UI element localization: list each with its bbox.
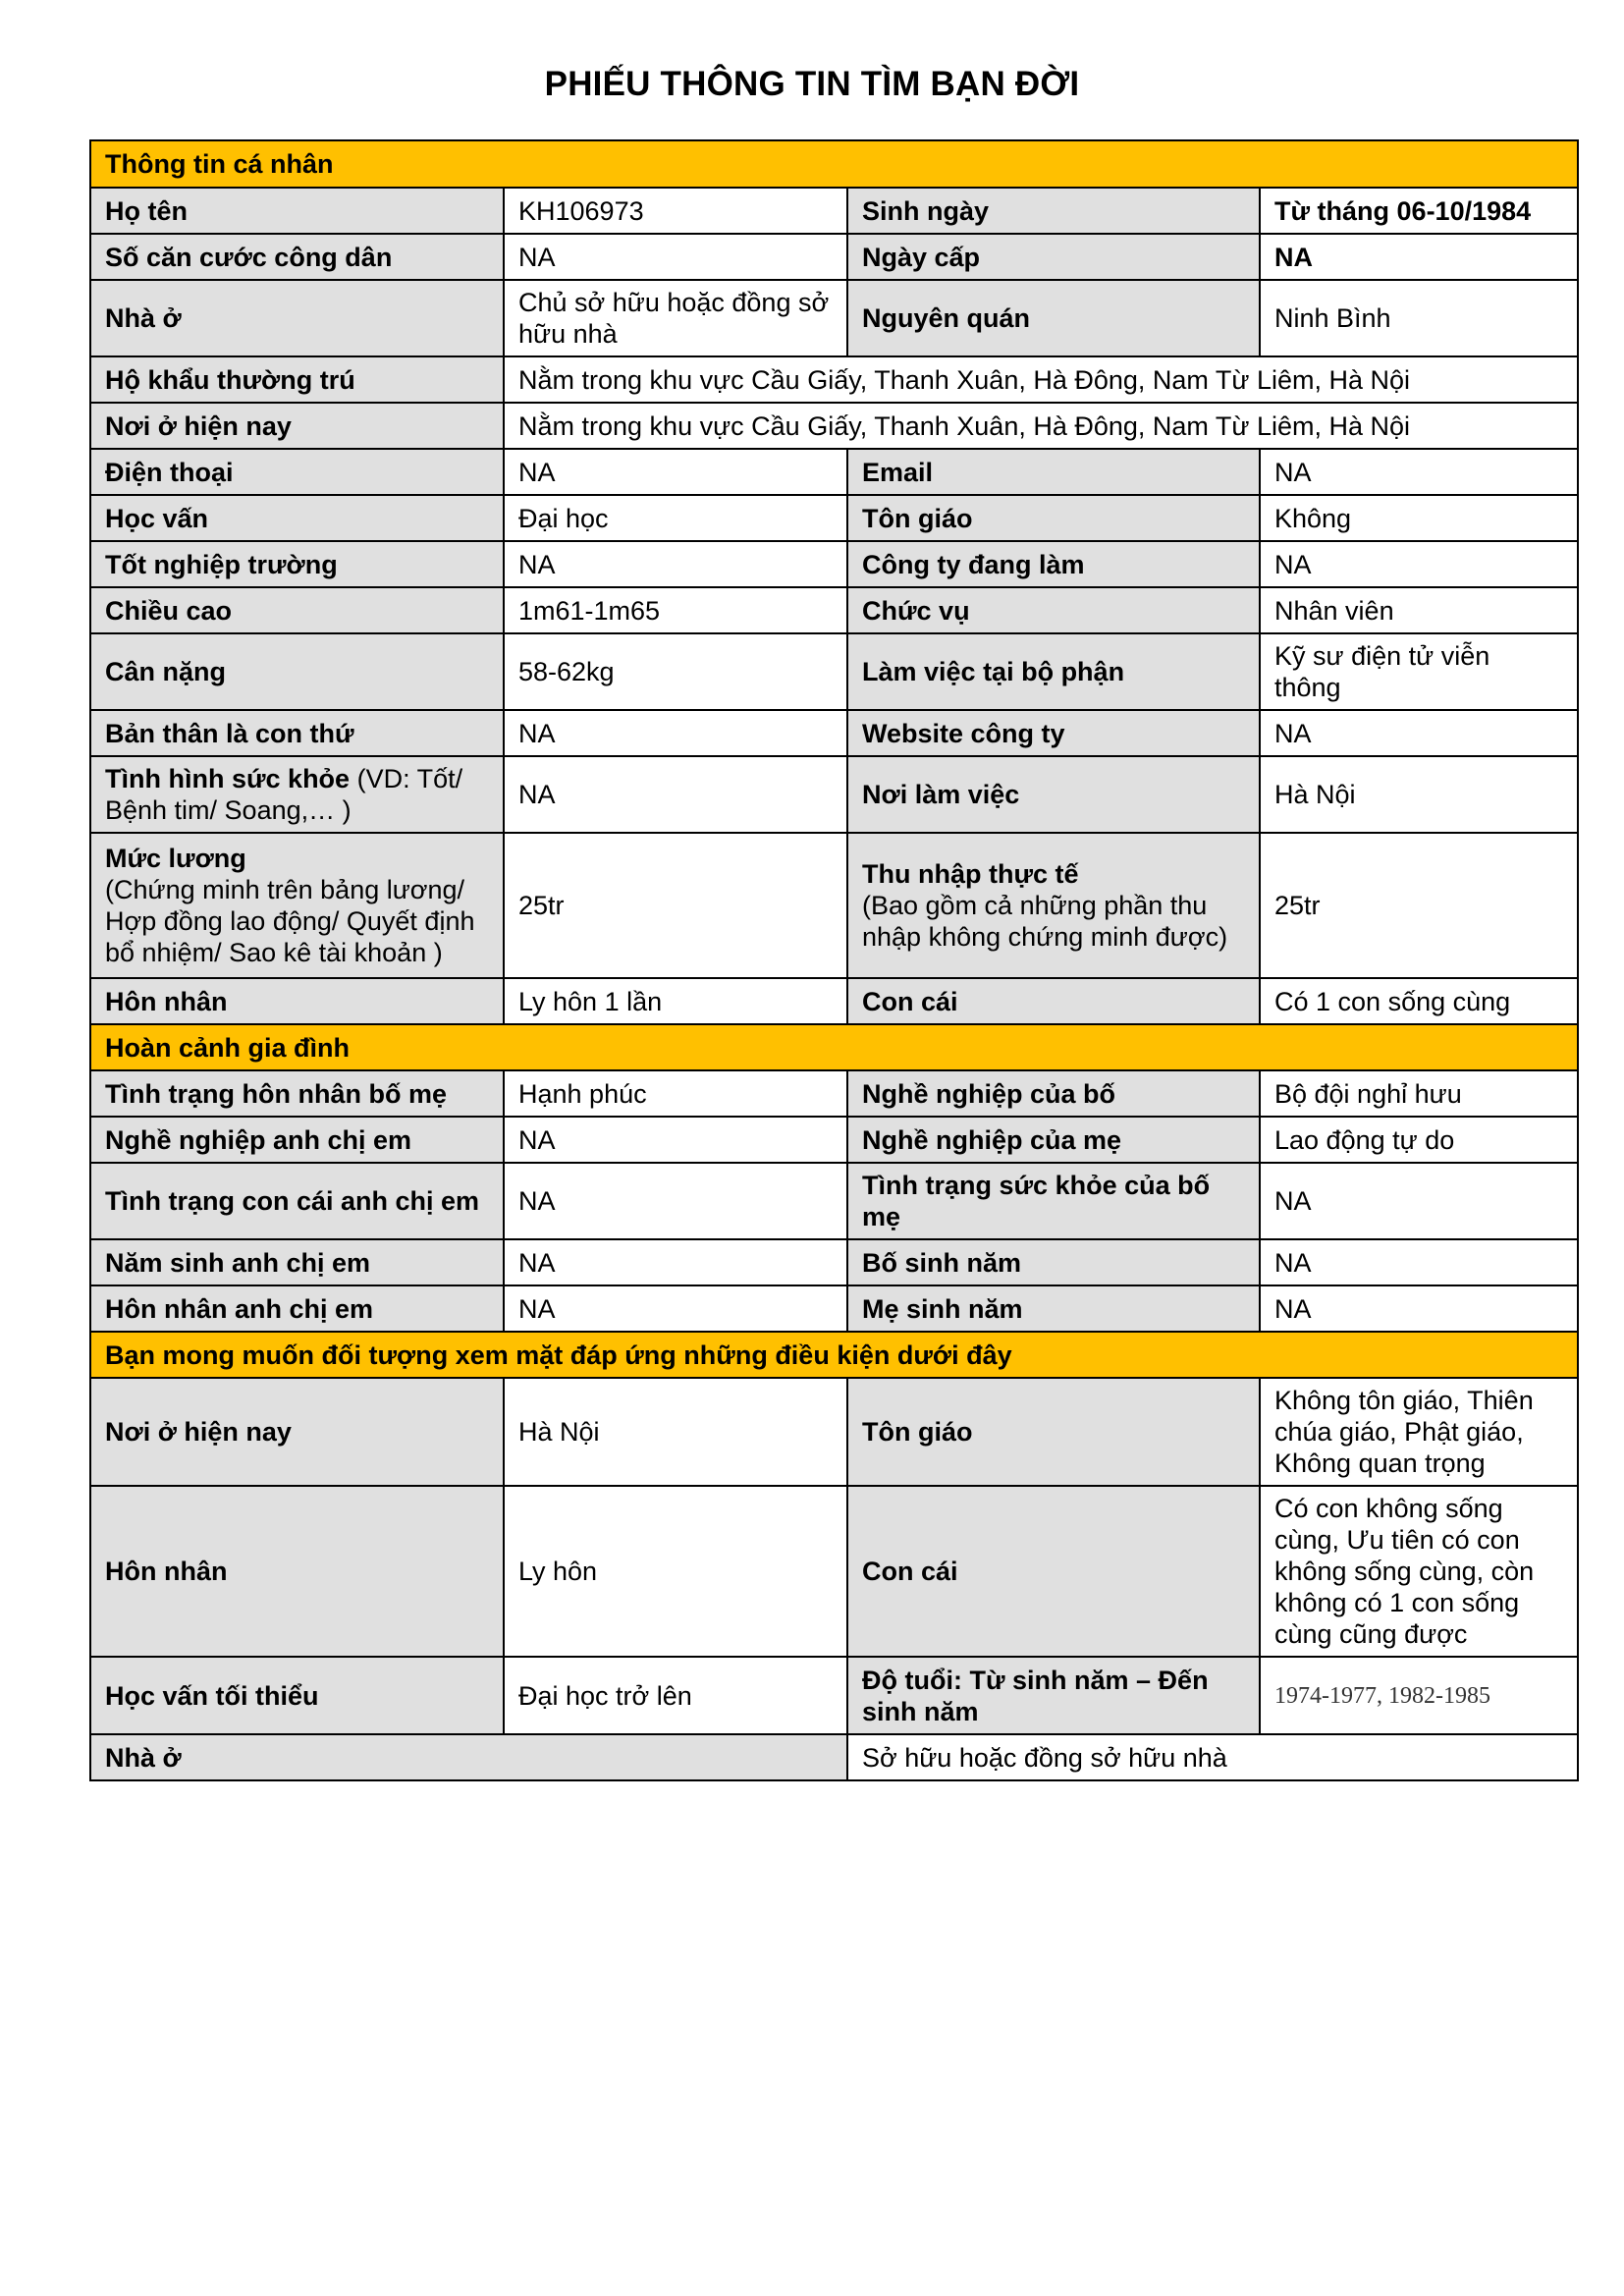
value-con-thu: NA [504,710,847,756]
value-cc-ace: NA [504,1163,847,1239]
value-exp-con-cai: Có con không sống cùng, Ưu tiên có con không sống cùng, còn không có 1 con sống cùng cũng được [1260,1486,1578,1657]
value-exp-nha-o: Sở hữu hoặc đồng sở hữu nhà [847,1734,1578,1780]
value-cong-ty: NA [1260,541,1578,587]
label-hn-ace: Hôn nhân anh chị em [90,1285,504,1332]
value-thu-nhap: 25tr [1260,833,1578,978]
page-title: PHIẾU THÔNG TIN TÌM BẠN ĐỜI [544,65,1080,103]
label-nn-ace: Nghề nghiệp anh chị em [90,1117,504,1163]
label-exp-nha-o: Nhà ở [90,1734,847,1780]
label-suc-khoe [90,756,504,833]
value-muc-luong: 25tr [504,833,847,978]
value-exp-do-tuoi: 1974-1977, 1982-1985 [1260,1657,1578,1734]
label-website: Website công ty [847,710,1260,756]
value-email: NA [1260,449,1578,495]
value-ton-giao: Không [1260,495,1578,541]
value-hn-ace: NA [504,1285,847,1332]
section-header-expectations: Bạn mong muốn đối tượng xem mặt đáp ứng những điều kiện dưới đây [90,1332,1578,1378]
label-con-thu: Bản thân là con thứ [90,710,504,756]
label-thu-nhap-title: Thu nhập thực tế [862,859,1079,889]
label-ho-khau: Hộ khẩu thường trú [90,356,504,403]
label-muc-luong-hint: (Chứng minh trên bảng lương/ Hợp đồng lao động/ Quyết định bổ nhiệm/ Sao kê tài khoản ) [105,875,475,967]
label-suc-khoe-title: Tình hình sức khỏe [105,764,351,793]
value-suc-khoe: NA [504,756,847,833]
label-exp-do-tuoi: Độ tuổi: Từ sinh năm – Đến sinh năm [847,1657,1260,1734]
value-con-cai: Có 1 con sống cùng [1260,978,1578,1024]
value-me-sinh: NA [1260,1285,1578,1332]
label-bo-phan: Làm việc tại bộ phận [847,633,1260,710]
label-hon-nhan: Hôn nhân [90,978,504,1024]
label-sinh-ngay: Sinh ngày [847,188,1260,234]
label-tot-nghiep: Tốt nghiệp trường [90,541,504,587]
label-chieu-cao: Chiều cao [90,587,504,633]
label-nha-o: Nhà ở [90,280,504,356]
label-thu-nhap-hint: (Bao gồm cả những phần thu nhập không chứng minh được) [862,891,1228,952]
value-website: NA [1260,710,1578,756]
label-cong-ty: Công ty đang làm [847,541,1260,587]
value-sinh-ngay: Từ tháng 06-10/1984 [1260,188,1578,234]
value-exp-ton-giao: Không tôn giáo, Thiên chúa giáo, Phật giáo, Không quan trọng [1260,1378,1578,1486]
label-nn-bo: Nghề nghiệp của bố [847,1070,1260,1117]
label-hn-bo-me: Tình trạng hôn nhân bố mẹ [90,1070,504,1117]
label-hoc-van: Học vấn [90,495,504,541]
value-chieu-cao: 1m61-1m65 [504,587,847,633]
label-can-nang: Cân nặng [90,633,504,710]
label-exp-noi-o: Nơi ở hiện nay [90,1378,504,1486]
value-sk-bo-me: NA [1260,1163,1578,1239]
label-nn-me: Nghề nghiệp của mẹ [847,1117,1260,1163]
value-noi-lam-viec: Hà Nội [1260,756,1578,833]
value-ho-khau: Nằm trong khu vực Cầu Giấy, Thanh Xuân, Hà Đông, Nam Từ Liêm, Hà Nội [504,356,1578,403]
value-ns-ace: NA [504,1239,847,1285]
label-exp-con-cai: Con cái [847,1486,1260,1657]
value-tot-nghiep: NA [504,541,847,587]
value-nguyen-quan: Ninh Bình [1260,280,1578,356]
value-nn-bo: Bộ đội nghỉ hưu [1260,1070,1578,1117]
value-exp-noi-o: Hà Nội [504,1378,847,1486]
section-header-personal: Thông tin cá nhân [90,140,1578,188]
label-noi-o-hien-nay: Nơi ở hiện nay [90,403,504,449]
label-sk-bo-me: Tình trạng sức khỏe của bố mẹ [847,1163,1260,1239]
value-chuc-vu: Nhân viên [1260,587,1578,633]
value-ngay-cap: NA [1260,234,1578,280]
value-bo-phan: Kỹ sư điện tử viễn thông [1260,633,1578,710]
label-chuc-vu: Chức vụ [847,587,1260,633]
label-nguyen-quan: Nguyên quán [847,280,1260,356]
value-noi-o-hien-nay: Nằm trong khu vực Cầu Giấy, Thanh Xuân, Hà Đông, Nam Từ Liêm, Hà Nội [504,403,1578,449]
profile-form-table [89,139,1579,1781]
label-noi-lam-viec: Nơi làm việc [847,756,1260,833]
label-email: Email [847,449,1260,495]
label-muc-luong [90,833,504,978]
value-ho-ten: KH106973 [504,188,847,234]
label-ton-giao: Tôn giáo [847,495,1260,541]
label-muc-luong-title: Mức lương [105,844,246,873]
label-ns-ace: Năm sinh anh chị em [90,1239,504,1285]
label-con-cai: Con cái [847,978,1260,1024]
label-thu-nhap [847,833,1260,978]
value-cccd: NA [504,234,847,280]
value-can-nang: 58-62kg [504,633,847,710]
label-ngay-cap: Ngày cấp [847,234,1260,280]
value-nn-me: Lao động tự do [1260,1117,1578,1163]
label-suc-khoe-hint: (VD: Tốt/ Bệnh tim/ Soang,… ) [105,764,463,825]
label-exp-hoc-van: Học vấn tối thiểu [90,1657,504,1734]
value-hoc-van: Đại học [504,495,847,541]
value-nha-o: Chủ sở hữu hoặc đồng sở hữu nhà [504,280,847,356]
label-exp-ton-giao: Tôn giáo [847,1378,1260,1486]
label-me-sinh: Mẹ sinh năm [847,1285,1260,1332]
value-hn-bo-me: Hạnh phúc [504,1070,847,1117]
value-exp-hon-nhan: Ly hôn [504,1486,847,1657]
value-nn-ace: NA [504,1117,847,1163]
label-cc-ace: Tình trạng con cái anh chị em [90,1163,504,1239]
value-dien-thoai: NA [504,449,847,495]
label-dien-thoai: Điện thoại [90,449,504,495]
label-cccd: Số căn cước công dân [90,234,504,280]
value-hon-nhan: Ly hôn 1 lần [504,978,847,1024]
label-bo-sinh: Bố sinh năm [847,1239,1260,1285]
value-exp-hoc-van: Đại học trở lên [504,1657,847,1734]
value-bo-sinh: NA [1260,1239,1578,1285]
section-header-family: Hoàn cảnh gia đình [90,1024,1578,1070]
label-ho-ten: Họ tên [90,188,504,234]
label-exp-hon-nhan: Hôn nhân [90,1486,504,1657]
